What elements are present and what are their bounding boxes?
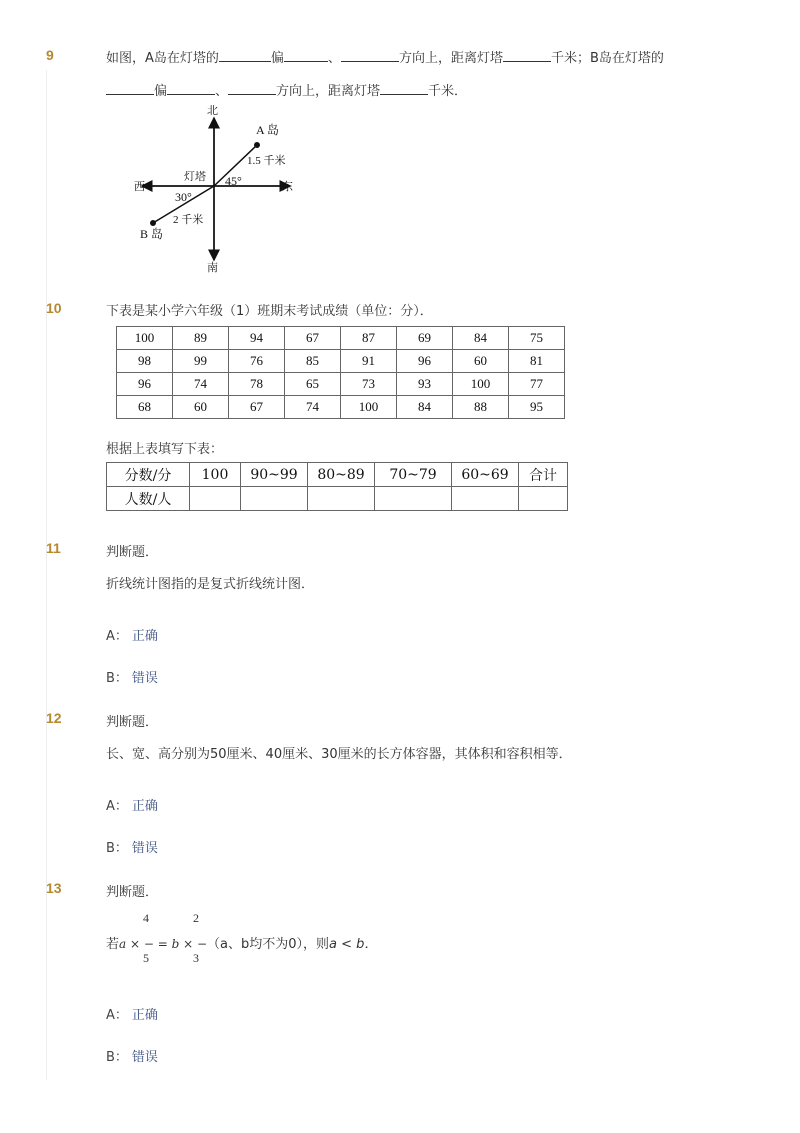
- q9-line-2: 偏 、 方向上，距离灯塔 千米．: [106, 80, 467, 99]
- q12-statement: 长、宽、高分别为50厘米、40厘米、30厘米的长方体容器，其体积和容积相等．: [106, 747, 572, 762]
- table-cell: 78: [229, 373, 285, 396]
- table-cell: 60: [173, 396, 229, 419]
- q12-type: 判断题．: [106, 715, 159, 730]
- table-header-cell: 分数/分: [107, 463, 190, 487]
- island-b-label: B 岛: [140, 227, 164, 241]
- distance-a-label: 1.5 千米: [247, 155, 286, 167]
- question-number-11: 11: [46, 540, 61, 556]
- table-cell: 77: [509, 373, 565, 396]
- option-a[interactable]: A： 正确: [106, 1008, 158, 1023]
- option-a[interactable]: A： 正确: [106, 799, 158, 814]
- table-cell: 100: [117, 327, 173, 350]
- question-number-13: 13: [46, 880, 62, 896]
- table-cell: 69: [397, 327, 453, 350]
- table-cell: 94: [229, 327, 285, 350]
- table-cell: 96: [397, 350, 453, 373]
- table-cell: 68: [117, 396, 173, 419]
- fraction-denominator: 3: [193, 951, 199, 965]
- blank[interactable]: [284, 49, 328, 62]
- table-cell: 93: [397, 373, 453, 396]
- table-cell: 74: [173, 373, 229, 396]
- option-b[interactable]: B： 错误: [106, 841, 158, 856]
- blank[interactable]: [341, 49, 399, 62]
- question-column-divider: [46, 70, 47, 1080]
- question-number-9: 9: [46, 47, 54, 63]
- table-header-cell: 合计: [519, 463, 568, 487]
- q10-instruction: 根据上表填写下表：: [106, 442, 224, 457]
- blank[interactable]: [228, 82, 276, 95]
- table-cell: 85: [285, 350, 341, 373]
- blank[interactable]: [380, 82, 428, 95]
- table-row: [117, 327, 565, 350]
- blank[interactable]: [503, 49, 551, 62]
- frequency-table: [106, 462, 568, 511]
- q11-type: 判断题．: [106, 545, 159, 560]
- island-a-label: A 岛: [256, 123, 280, 137]
- table-cell: 76: [229, 350, 285, 373]
- table-row: [117, 373, 565, 396]
- table-cell: 98: [117, 350, 173, 373]
- table-header-cell: 90~99: [241, 463, 308, 487]
- answer-cell[interactable]: [519, 487, 568, 511]
- q11-statement: 折线统计图指的是复式折线统计图．: [106, 577, 315, 592]
- option-b[interactable]: B： 错误: [106, 1050, 158, 1065]
- table-header-cell: 80~89: [308, 463, 375, 487]
- answer-cell[interactable]: [375, 487, 452, 511]
- table-cell: 75: [509, 327, 565, 350]
- question-number-12: 12: [46, 710, 62, 726]
- table-cell: 60: [453, 350, 509, 373]
- distance-b-label: 2 千米: [173, 214, 204, 226]
- table-cell: 89: [173, 327, 229, 350]
- answer-cell[interactable]: [190, 487, 241, 511]
- fraction-denominator: 5: [143, 951, 149, 965]
- answer-cell[interactable]: [241, 487, 308, 511]
- table-cell: 88: [453, 396, 509, 419]
- west-label: 西: [134, 180, 145, 193]
- q13-statement: 若a × − = b × −（a、b均不为0），则a < b．: [106, 937, 378, 952]
- q10-text: 下表是某小学六年级（1）班期末考试成绩（单位：分）．: [106, 304, 433, 319]
- south-label: 南: [207, 261, 218, 274]
- answer-cell[interactable]: [452, 487, 519, 511]
- table-row: [117, 396, 565, 419]
- table-cell: 100: [453, 373, 509, 396]
- east-label: 东: [282, 180, 293, 193]
- table-row-label: 人数/人: [107, 487, 190, 511]
- lighthouse-label: 灯塔: [184, 170, 206, 183]
- table-cell: 67: [285, 327, 341, 350]
- angle-b-label: 30°: [175, 190, 192, 204]
- answer-cell[interactable]: [308, 487, 375, 511]
- table-header-cell: 100: [190, 463, 241, 487]
- table-cell: 81: [509, 350, 565, 373]
- table-cell: 73: [341, 373, 397, 396]
- table-header-row: [107, 463, 568, 487]
- table-cell: 84: [397, 396, 453, 419]
- table-cell: 84: [453, 327, 509, 350]
- q13-type: 判断题．: [106, 885, 159, 900]
- table-cell: 100: [341, 396, 397, 419]
- blank[interactable]: [106, 82, 154, 95]
- table-cell: 87: [341, 327, 397, 350]
- table-header-cell: 60~69: [452, 463, 519, 487]
- table-cell: 65: [285, 373, 341, 396]
- table-cell: 67: [229, 396, 285, 419]
- blank[interactable]: [219, 49, 271, 62]
- north-label: 北: [207, 104, 218, 117]
- table-header-cell: 70~79: [375, 463, 452, 487]
- table-cell: 91: [341, 350, 397, 373]
- compass-diagram: [120, 100, 310, 275]
- fraction-numerator: 4: [143, 911, 149, 925]
- fraction-numerator: 2: [193, 911, 199, 925]
- table-cell: 74: [285, 396, 341, 419]
- table-cell: 96: [117, 373, 173, 396]
- table-row: [117, 350, 565, 373]
- question-number-10: 10: [46, 300, 62, 316]
- q9-line-1: 如图，A岛在灯塔的 偏 、 方向上，距离灯塔 千米；B岛在灯塔的: [106, 51, 664, 66]
- blank[interactable]: [167, 82, 215, 95]
- table-row: [107, 487, 568, 511]
- option-a[interactable]: A： 正确: [106, 629, 158, 644]
- option-b[interactable]: B： 错误: [106, 671, 158, 686]
- island-a-point: [254, 142, 260, 148]
- score-table: [116, 326, 565, 419]
- angle-a-label: 45°: [225, 174, 242, 188]
- table-cell: 95: [509, 396, 565, 419]
- island-b-point: [150, 220, 156, 226]
- table-cell: 99: [173, 350, 229, 373]
